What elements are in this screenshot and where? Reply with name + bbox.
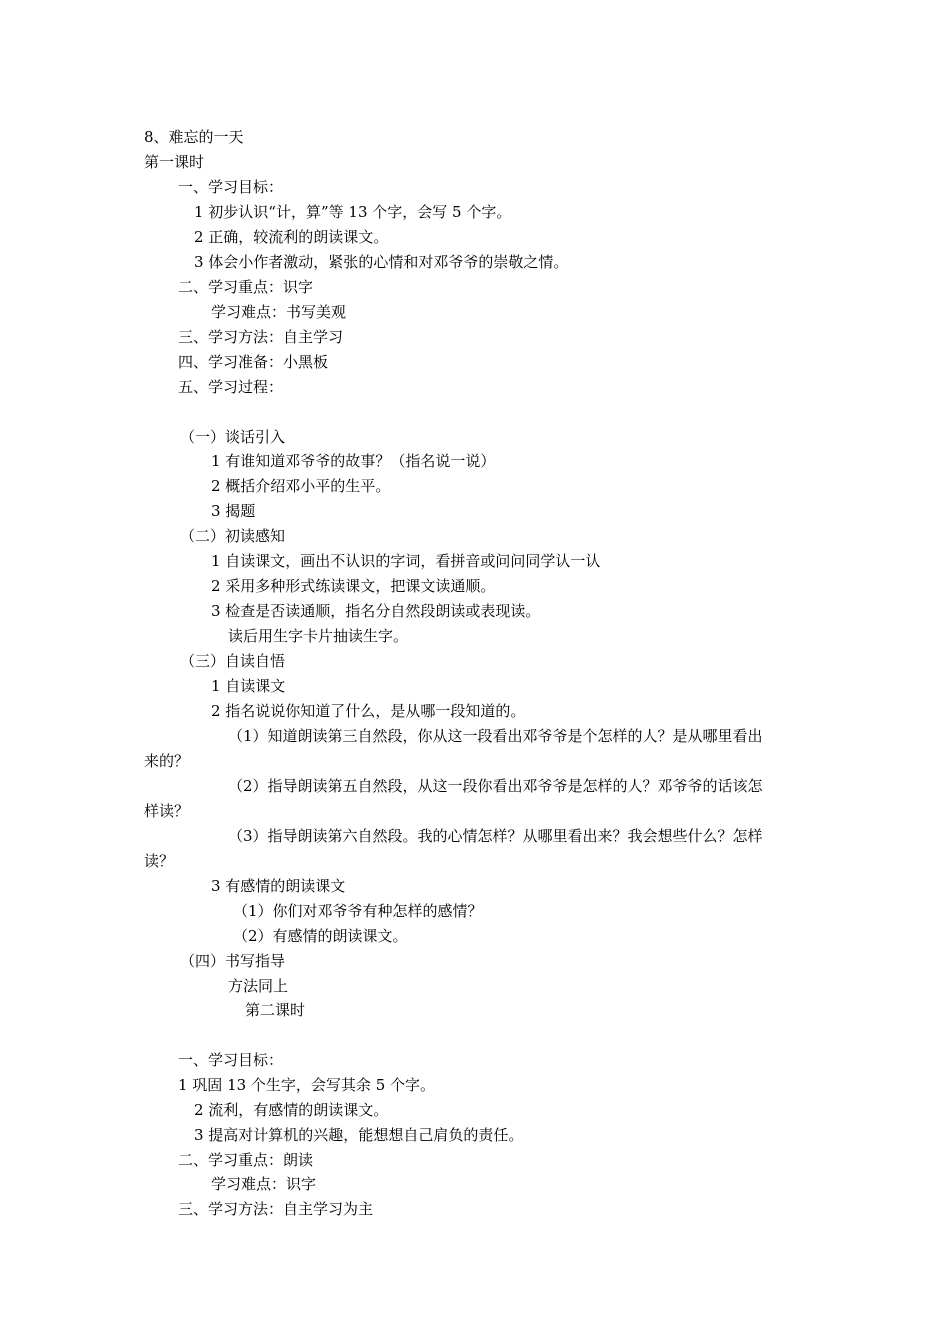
step2-heading: （二）初读感知 bbox=[180, 527, 286, 545]
lesson2-goal: 1 巩固 13 个生字，会写其余 5 个字。 bbox=[178, 1076, 436, 1094]
lesson1-process-heading: 五、学习过程： bbox=[178, 378, 284, 396]
step3-subitem: （2）有感情的朗读课文。 bbox=[233, 927, 408, 945]
step2-item: 1 自读课文，画出不认识的字词，看拼音或问问同学认一认 bbox=[211, 552, 601, 570]
step1-item: 2 概括介绍邓小平的生平。 bbox=[211, 477, 391, 495]
step3-subitem-wrap: 来的？ bbox=[144, 752, 190, 770]
lesson2-goal: 2 流利，有感情的朗读课文。 bbox=[194, 1101, 389, 1119]
lesson1-method: 三、学习方法：自主学习 bbox=[178, 328, 344, 346]
lesson1-key-point: 二、学习重点：识字 bbox=[178, 278, 314, 296]
lesson1-goals-heading: 一、学习目标： bbox=[178, 178, 284, 196]
lesson1-goal: 3 体会小作者激动，紧张的心情和对邓爷爷的崇敬之情。 bbox=[194, 253, 569, 271]
step1-heading: （一）谈话引入 bbox=[180, 428, 286, 446]
step2-item: 2 采用多种形式练读课文，把课文读通顺。 bbox=[211, 577, 496, 595]
step3-subitem: （2）指导朗读第五自然段，从这一段你看出邓爷爷是怎样的人？邓爷爷的话该怎 bbox=[228, 777, 763, 795]
document-title: 8、难忘的一天 bbox=[144, 128, 244, 146]
lesson2-heading: 第二课时 bbox=[245, 1001, 306, 1019]
step2-item: 3 检查是否读通顺，指名分自然段朗读或表现读。 bbox=[211, 602, 541, 620]
step3-item: 1 自读课文 bbox=[211, 677, 286, 695]
step3-item: 3 有感情的朗读课文 bbox=[211, 877, 346, 895]
lesson1-difficulty: 学习难点：书写美观 bbox=[211, 303, 347, 321]
lesson1-goal: 2 正确，较流利的朗读课文。 bbox=[194, 228, 389, 246]
step3-subitem: （1）你们对邓爷爷有种怎样的感情？ bbox=[233, 902, 483, 920]
step3-heading: （三）自读自悟 bbox=[180, 652, 286, 670]
lesson1-goal: 1 初步认识“计，算”等 13 个字，会写 5 个字。 bbox=[194, 203, 512, 221]
step3-subitem: （1）知道朗读第三自然段，你从这一段看出邓爷爷是个怎样的人？是从哪里看出 bbox=[228, 727, 763, 745]
step1-item: 3 揭题 bbox=[211, 502, 256, 520]
step3-subitem: （3）指导朗读第六自然段。我的心情怎样？从哪里看出来？我会想些什么？怎样 bbox=[228, 827, 763, 845]
lesson2-goal: 3 提高对计算机的兴趣，能想想自己肩负的责任。 bbox=[194, 1126, 524, 1144]
step3-subitem-wrap: 读？ bbox=[144, 852, 175, 870]
step3-item: 2 指名说说你知道了什么，是从哪一段知道的。 bbox=[211, 702, 526, 720]
lesson2-goals-heading: 一、学习目标： bbox=[178, 1051, 284, 1069]
step4-heading: （四）书写指导 bbox=[180, 952, 286, 970]
lesson2-key-point: 二、学习重点：朗读 bbox=[178, 1151, 314, 1169]
lesson2-method: 三、学习方法：自主学习为主 bbox=[178, 1200, 374, 1218]
step4-text: 方法同上 bbox=[228, 977, 289, 995]
lesson2-difficulty: 学习难点：识字 bbox=[211, 1175, 317, 1193]
lesson1-preparation: 四、学习准备：小黑板 bbox=[178, 353, 329, 371]
step3-subitem-wrap: 样读？ bbox=[144, 802, 190, 820]
lesson1-heading: 第一课时 bbox=[144, 153, 205, 171]
step2-note: 读后用生字卡片抽读生字。 bbox=[228, 627, 409, 645]
step1-item: 1 有谁知道邓爷爷的故事？（指名说一说） bbox=[211, 452, 496, 470]
